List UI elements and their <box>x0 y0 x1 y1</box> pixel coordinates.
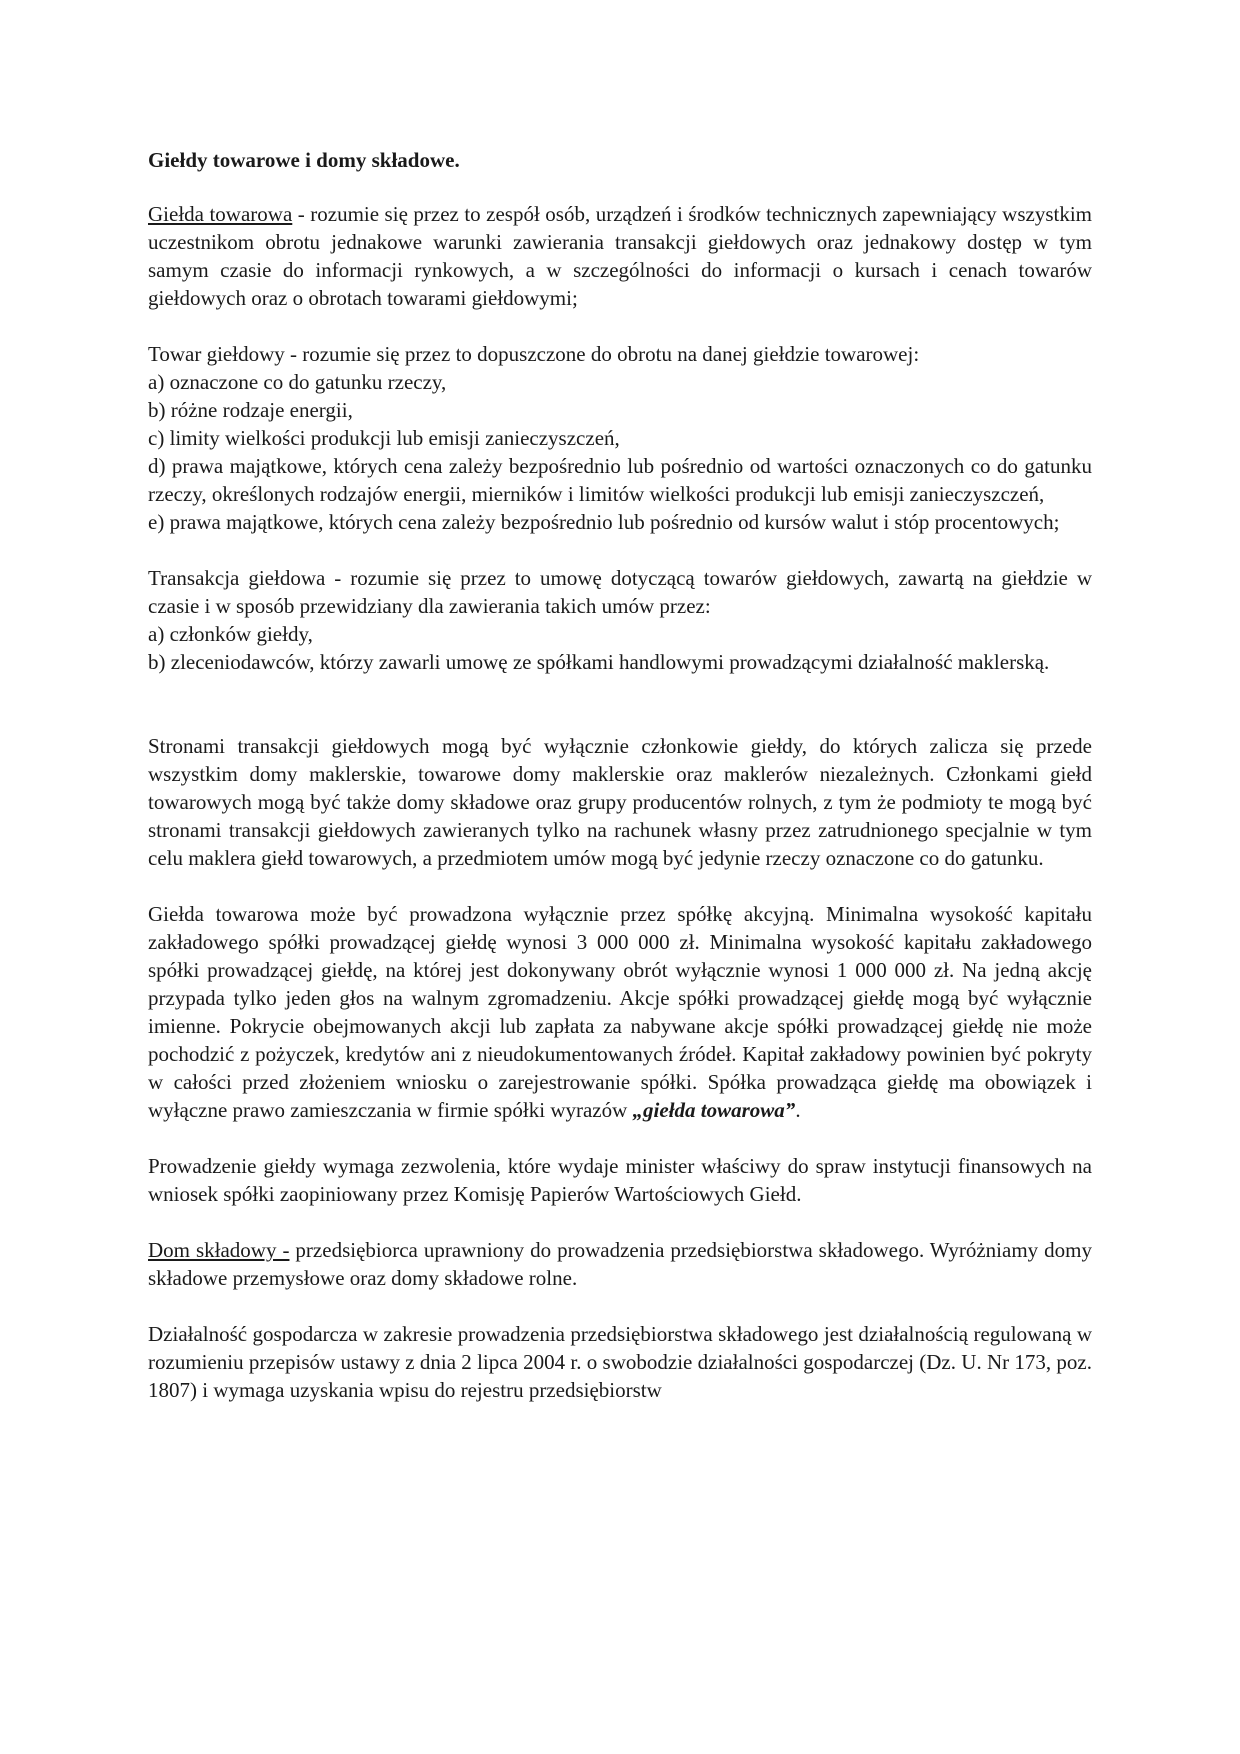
term-gielda-towarowa: Giełda towarowa <box>148 202 293 226</box>
paragraph-dzialalnosc-regulowana: Działalność gospodarcza w zakresie prowadzenia przedsiębiorstwa składowego jest działalnością regulowaną w rozumieniu przepisów ustawy z dnia 2 lipca 2004 r. o swobodzie działalności gospodarczej (Dz. U. Nr 173, poz. 1807) i wymaga uzyskania wpisu do rejestru przedsiębiorstw <box>148 1322 1092 1402</box>
quoted-phrase: „giełda towarowa” <box>632 1098 796 1122</box>
paragraph-towar-gieldowy <box>148 340 1092 536</box>
paragraph-spolka-akcyjna <box>148 900 1092 1124</box>
list-item: e) prawa majątkowe, których cena zależy bezpośrednio lub pośrednio od kursów walut i stóp procentowych; <box>148 510 1060 534</box>
definition-transakcja-gieldowa: Transakcja giełdowa - rozumie się przez to umowę dotyczącą towarów giełdowych, zawartą na giełdzie w czasie i w sposób przewidziany dla zawierania takich umów przez: <box>148 566 1092 618</box>
list-item: a) oznaczone co do gatunku rzeczy, <box>148 370 447 394</box>
definition-gielda-towarowa: - rozumie się przez to zespół osób, urządzeń i środków technicznych zapewniający wszystkim uczestnikom obrotu jednakowe warunki zawierania transakcji giełdowych oraz jednakowy dostęp w tym samym czasie do informacji rynkowych, a w szczególności do informacji o kursach i cenach towarów giełdowych oraz o obrotach towarami giełdowymi; <box>148 202 1093 310</box>
document-page <box>148 146 1092 1432</box>
term-dom-skladowy: Dom składowy - <box>148 1238 290 1262</box>
list-item: b) różne rodzaje energii, <box>148 398 353 422</box>
paragraph-strony-transakcji: Stronami transakcji giełdowych mogą być wyłącznie członkowie giełdy, do których zalicza się przede wszystkim domy maklerskie, towarowe domy maklerskie oraz maklerów niezależnych. Członkami giełd towarowych mogą być także domy składowe oraz grupy producentów rolnych, z tym że podmioty te mogą być stronami transakcji giełdowych zawieranych tylko na rachunek własny przez zatrudnionego specjalnie w tym celu maklera giełd towarowych, a przedmiotem umów mogą być jedynie rzeczy oznaczone co do gatunku. <box>148 734 1092 870</box>
paragraph-dom-skladowy <box>148 1236 1092 1292</box>
list-item: b) zleceniodawców, którzy zawarli umowę ze spółkami handlowymi prowadzącymi działalność maklerską. <box>148 650 1050 674</box>
definition-dom-skladowy: przedsiębiorca uprawniony do prowadzenia przedsiębiorstwa składowego. Wyróżniamy domy składowe przemysłowe oraz domy składowe rolne. <box>148 1238 1092 1290</box>
definition-towar-gieldowy: Towar giełdowy - rozumie się przez to dopuszczone do obrotu na danej giełdzie towarowej: <box>148 342 920 366</box>
spolka-akcyjna-text: Giełda towarowa może być prowadzona wyłącznie przez spółkę akcyjną. Minimalna wysokość kapitału zakładowego spółki prowadzącej giełdę wynosi 3 000 000 zł. Minimalna wysokość kapitału zakładowego spółki prowadzącej giełdę, na której jest dokonywany obrót wyłącznie wynosi 1 000 000 zł. Na jedną akcję przypada tylko jeden głos na walnym zgromadzeniu. Akcje spółki prowadzącej giełdę mogą być wyłącznie imienne. Pokrycie obejmowanych akcji lub zapłata za nabywane akcje spółki prowadzącej giełdę nie może pochodzić z pożyczek, kredytów ani z nieudokumentowanych źródeł. Kapitał zakładowy powinien być pokryty w całości przed złożeniem wniosku o zarejestrowanie spółki. Spółka prowadząca giełdę ma obowiązek i wyłączne prawo zamieszczania w firmie spółki wyrazów <box>148 902 1092 1122</box>
list-item: d) prawa majątkowe, których cena zależy bezpośrednio lub pośrednio od wartości oznaczonych co do gatunku rzeczy, określonych rodzajów energii, mierników i limitów wielkości produkcji lub emisji zanieczyszczeń, <box>148 454 1092 506</box>
list-item: c) limity wielkości produkcji lub emisji zanieczyszczeń, <box>148 426 620 450</box>
paragraph-transakcja-gieldowa <box>148 564 1092 676</box>
paragraph-zezwolenie: Prowadzenie giełdy wymaga zezwolenia, które wydaje minister właściwy do spraw instytucji finansowych na wniosek spółki zaopiniowany przez Komisję Papierów Wartościowych Giełd. <box>148 1154 1092 1206</box>
document-title: Giełdy towarowe i domy składowe. <box>148 148 460 172</box>
list-item: a) członków giełdy, <box>148 622 313 646</box>
sentence-end: . <box>795 1098 801 1122</box>
paragraph-gielda-towarowa <box>148 200 1092 312</box>
